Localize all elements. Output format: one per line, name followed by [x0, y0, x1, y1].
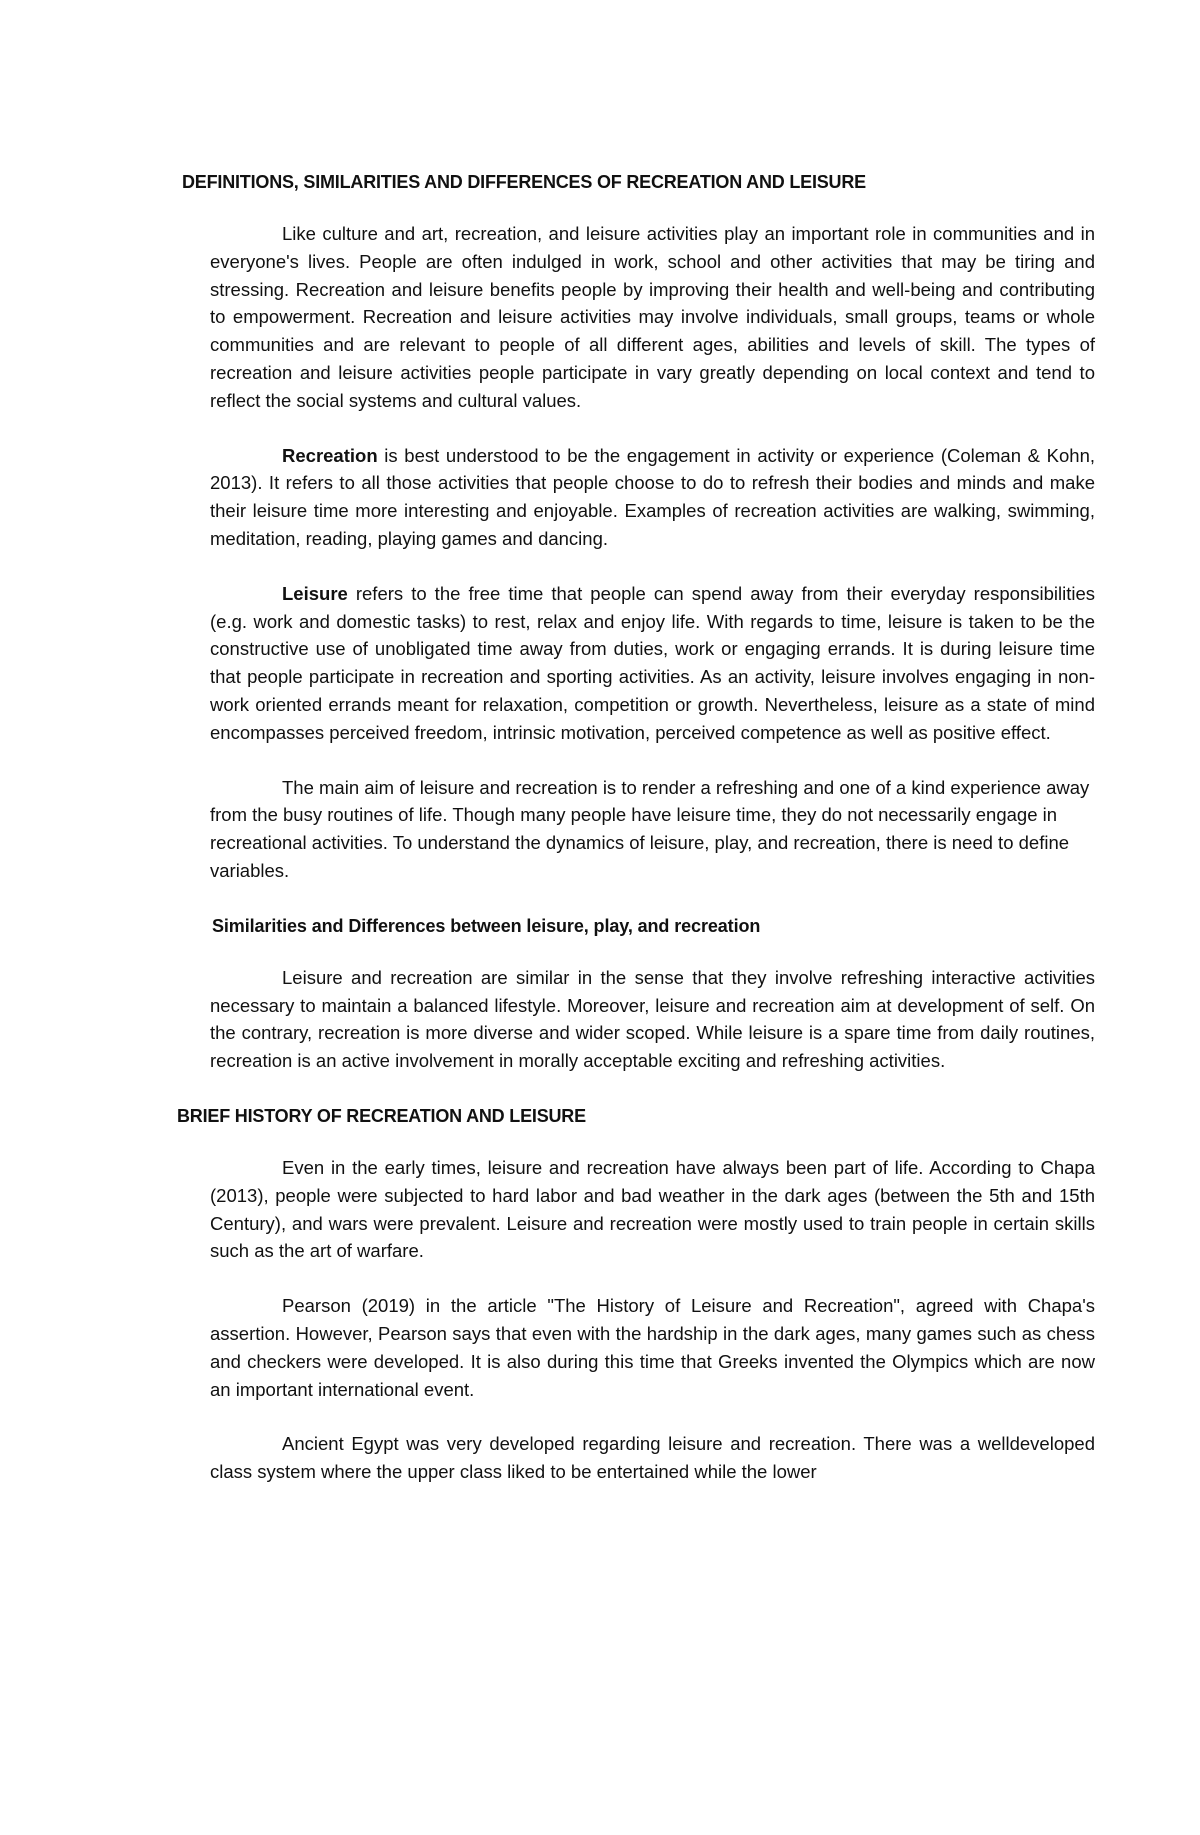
intro-paragraph: Like culture and art, recreation, and leisure activities play an important role in communities and in everyone's lives. People are often indulged in work, school and other activities that may be tiring and stressing. Recreation and leisure benefits people by improving their health and well-being and contributing to empowerment. Recreation and leisure activities may involve individuals, small groups, teams or whole communities and are relevant to people of all different ages, abilities and levels of skill. The types of recreation and leisure activities people participate in vary greatly depending on local context and tend to reflect the social systems and cultural values.	[210, 223, 1095, 411]
recreation-term: Recreation	[282, 444, 378, 466]
recreation-definition-paragraph	[210, 442, 1095, 553]
leisure-definition-text: refers to the free time that people can spend away from their everyday responsibilities (e.g. work and domestic tasks) to rest, relax and enjoy life. With regards to time, leisure is taken to be the constructive use of unobligated time away from duties, work or engaging errands. It is during leisure time that people participate in recreation and sporting activities. As an activity, leisure involves engaging in non-work oriented errands meant for relaxation, competition or growth. Nevertheless, leisure as a state of mind encompasses perceived freedom, intrinsic motivation, perceived competence as well as positive effect.	[210, 582, 1095, 743]
similarities-paragraph: Leisure and recreation are similar in the sense that they involve refreshing interactive activities necessary to maintain a balanced lifestyle. Moreover, leisure and recreation aim at development of self. On the contrary, recreation is more diverse and wider scoped. While leisure is a spare time from daily routines, recreation is an active involvement in morally acceptable exciting and refreshing activities.	[210, 966, 1095, 1072]
history-heading: BRIEF HISTORY OF RECREATION AND LEISURE	[177, 1105, 586, 1126]
main-aim-paragraph: The main aim of leisure and recreation is to render a refreshing and one of a kind experience away from the busy routines of life. Though many people have leisure time, they do not necessarily engage in recreational activities. To understand the dynamics of leisure, play, and recreation, there is need to define variables.	[210, 776, 1090, 881]
document-title: DEFINITIONS, SIMILARITIES AND DIFFERENCES OF RECREATION AND LEISURE	[182, 172, 866, 192]
history-paragraph-2: Pearson (2019) in the article "The History of Leisure and Recreation", agreed with Chapa's assertion. However, Pearson says that even with the hardship in the dark ages, many games such as chess and checkers were developed. It is also during this time that Greeks invented the Olympics which are now an important international event.	[210, 1295, 1095, 1400]
history-paragraph-1: Even in the early times, leisure and recreation have always been part of life. According to Chapa (2013), people were subjected to hard labor and bad weather in the dark ages (between the 5th and 15th Century), and wars were prevalent. Leisure and recreation were mostly used to train people in certain skills such as the art of warfare.	[210, 1156, 1095, 1262]
similarities-heading: Similarities and Differences between leisure, play, and recreation	[212, 915, 761, 936]
leisure-term: Leisure	[282, 582, 348, 604]
history-paragraph-3: Ancient Egypt was very developed regarding leisure and recreation. There was a welldeveloped class system where the upper class liked to be entertained while the lower	[210, 1433, 1095, 1483]
recreation-definition-text: is best understood to be the engagement in activity or experience (Coleman & Kohn, 2013). It refers to all those activities that people choose to do to refresh their bodies and minds and make their leisure time more interesting and enjoyable. Examples of recreation activities are walking, swimming, meditation, reading, playing games and dancing.	[210, 444, 1095, 549]
document-body	[177, 168, 1095, 1513]
leisure-definition-paragraph	[210, 580, 1095, 747]
